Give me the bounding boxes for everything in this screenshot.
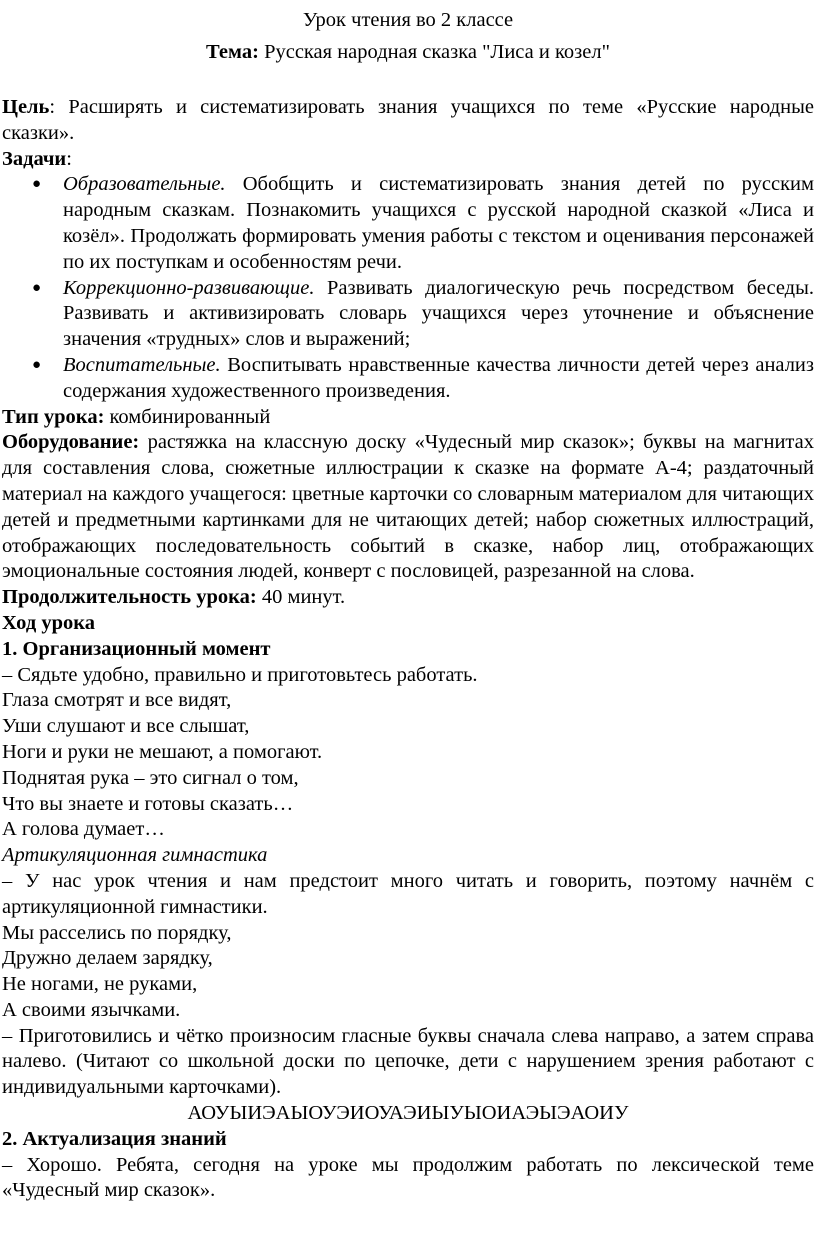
articulation-subheading-text: Артикуляционная гимнастика <box>2 844 268 867</box>
poem-line: Мы расселись по порядку, <box>2 921 232 944</box>
text-line: Глаза смотрят и все видят, <box>2 689 232 712</box>
list-item <box>2 276 814 353</box>
topic-text: Русская народная сказка "Лиса и козел" <box>258 41 610 63</box>
vowel-letters: АОУЫИЭАЫОУЭИОУАЭИЫУЫОИАЭЫЭАОИУ <box>187 1102 629 1125</box>
tasks-heading <box>2 147 814 173</box>
lesson-topic <box>0 40 816 66</box>
section1-heading <box>2 637 814 663</box>
poem-line: Не ногами, не руками, <box>2 973 198 996</box>
text-line: Уши слушают и все слышат, <box>2 715 250 738</box>
task-title: Коррекционно-развивающие. <box>63 276 315 299</box>
tasks-list <box>2 172 814 404</box>
section1-heading-text: 1. Организационный момент <box>2 637 271 660</box>
document-body <box>2 95 814 1204</box>
goal-label: Цель <box>2 96 50 118</box>
equipment-text: растяжка на классную доску «Чудесный мир сказок»; буквы на магнитах для составления слова, сюжетные иллюстрации к сказке на формате А-4; раздаточный материал на каждого учащегося: цветные карточки со словарным материалом для читающих детей и предметными картинками для не читающих детей; набор сюжетных иллюстраций, отображающих последовательность событий в сказке, набор лиц, отображающих эмоциональные состояния людей, конверт с пословицей, разрезанной на слова. <box>2 431 814 583</box>
bullet-icon: ● <box>32 279 42 296</box>
equipment-label: Оборудование: <box>2 431 140 454</box>
lesson-type-label: Тип урока: <box>2 405 105 428</box>
task-text: Воспитывать нравственные качества личности детей через анализ содержания художественного произведения. <box>63 353 814 402</box>
list-item <box>2 172 814 275</box>
tasks-colon: : <box>66 147 72 170</box>
task-text: Обобщить и систематизировать знания детей по русским народным сказкам. Познакомить учащихся с русской народной сказкой «Лиса и козёл». Продолжать формировать умения работы с текстом и оценивания персонажей по их поступкам и особенностям речи. <box>63 173 814 273</box>
task-text: Развивать диалогическую речь посредством беседы. Развивать и активизировать словарь учащихся через уточнение и объяснение значения «трудных» слов и выражений; <box>63 276 814 351</box>
bullet-icon: ● <box>32 356 42 373</box>
articulation-subheading <box>2 843 814 869</box>
tasks-label: Задачи <box>2 147 67 170</box>
text-line: Ноги и руки не мешают, а помогают. <box>2 740 323 763</box>
section2-text: – Хорошо. Ребята, сегодня на уроке мы продолжим работать по лексической теме «Чудесный мир сказок». <box>2 1153 814 1202</box>
equipment-paragraph <box>2 430 814 585</box>
list-item <box>2 353 814 405</box>
lesson-type-text: комбинированный <box>104 405 271 428</box>
goal-paragraph <box>2 95 814 147</box>
section2-heading <box>2 1127 814 1153</box>
text-line: Поднятая рука – это сигнал о том, <box>2 766 299 789</box>
task-title: Образовательные. <box>63 173 226 196</box>
duration <box>2 585 814 611</box>
text-line: Что вы знаете и готовы сказать… <box>2 792 294 815</box>
text-line: А голова думает… <box>2 818 165 841</box>
poem-line: Дружно делаем зарядку, <box>2 947 213 970</box>
page-title: Урок чтения во 2 классе <box>302 9 514 31</box>
lesson-type <box>2 405 814 431</box>
articulation-instruction: – Приготовились и чётко произносим гласные буквы сначала слева направо, а затем справа налево. (Читают со школьной доски по цепочке, дети с нарушением зрения работают с индивидуальными карточками). <box>2 1024 814 1099</box>
poem-line: А своими язычками. <box>2 998 181 1021</box>
section2-heading-text: 2. Актуализация знаний <box>2 1127 227 1150</box>
task-title: Воспитательные. <box>63 353 221 376</box>
course-heading <box>2 611 814 637</box>
bullet-icon: ● <box>32 176 42 193</box>
articulation-intro: – У нас урок чтения и нам предстоит много читать и говорить, поэтому начнём с артикуляционной гимнастики. <box>2 869 814 918</box>
text-line: – Сядьте удобно, правильно и приготовьтесь работать. <box>2 663 478 686</box>
course-label: Ход урока <box>2 611 95 634</box>
duration-label: Продолжительность урока: <box>2 586 257 609</box>
duration-text: 40 минут. <box>256 586 346 609</box>
goal-text: : Расширять и систематизировать знания учащихся по теме «Русские народные сказки». <box>2 96 814 144</box>
topic-label: Тема: <box>206 41 259 63</box>
